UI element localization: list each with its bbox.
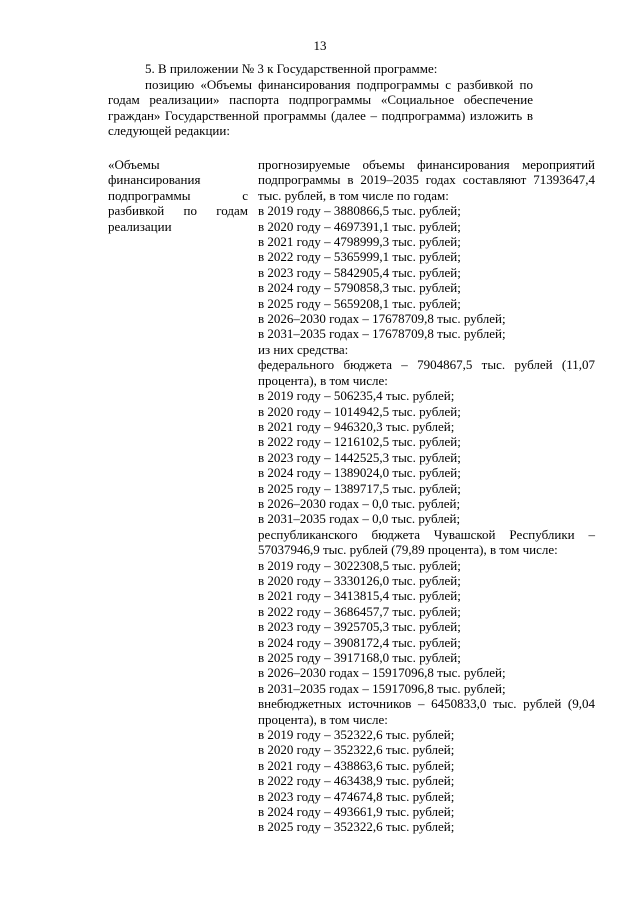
- federal-year-line: в 2023 году – 1442525,3 тыс. рублей;: [258, 449, 461, 465]
- total-year-line: в 2025 году – 5659208,1 тыс. рублей;: [258, 295, 461, 311]
- republic-year-line: в 2024 году – 3908172,4 тыс. рублей;: [258, 634, 461, 650]
- funding-summary: прогнозируемые объемы финансирования мероприятий подпрограммы в 2019–2035 годах составляют 71393647,4 тыс. рублей, в том числе по годам:: [258, 157, 595, 203]
- federal-header: федерального бюджета – 7904867,5 тыс. рублей (11,07 процента), в том числе:: [258, 357, 595, 388]
- offbudget-year-line: в 2024 году – 493661,9 тыс. рублей;: [258, 804, 455, 820]
- total-year-line: в 2020 году – 4697391,1 тыс. рублей;: [258, 218, 461, 234]
- offbudget-header: внебюджетных источников – 6450833,0 тыс. рублей (9,04 процента), в том числе:: [258, 696, 595, 727]
- position-label: «Объемы финансирования подпрограммы с разбивкой по годам реализации: [108, 157, 248, 234]
- total-years-list: [258, 203, 595, 342]
- republic-year-line: в 2020 году – 3330126,0 тыс. рублей;: [258, 572, 461, 588]
- federal-year-line: в 2019 году – 506235,4 тыс. рублей;: [258, 388, 455, 404]
- federal-years-list: [258, 388, 595, 527]
- republic-header: республиканского бюджета Чувашской Республики – 57037946,9 тыс. рублей (79,89 процента), в том числе:: [258, 526, 595, 558]
- offbudget-year-line: в 2021 году – 438863,6 тыс. рублей;: [258, 757, 455, 773]
- federal-year-line: в 2021 году – 946320,3 тыс. рублей;: [258, 418, 455, 434]
- republic-year-line: в 2023 году – 3925705,3 тыс. рублей;: [258, 619, 461, 635]
- total-year-line: в 2022 году – 5365999,1 тыс. рублей;: [258, 249, 461, 265]
- total-year-line: в 2031–2035 годах – 17678709,8 тыс. рублей;: [258, 326, 506, 342]
- federal-year-line: в 2022 году – 1216102,5 тыс. рублей;: [258, 434, 461, 450]
- federal-year-line: в 2031–2035 годах – 0,0 тыс. рублей;: [258, 511, 461, 527]
- republic-year-line: в 2026–2030 годах – 15917096,8 тыс. рублей;: [258, 665, 506, 681]
- total-year-line: в 2021 году – 4798999,3 тыс. рублей;: [258, 234, 461, 250]
- offbudget-year-line: в 2020 году – 352322,6 тыс. рублей;: [258, 742, 455, 758]
- federal-year-line: в 2025 году – 1389717,5 тыс. рублей;: [258, 480, 461, 496]
- intro-item: 5. В приложении № 3 к Государственной программе:: [145, 61, 438, 76]
- republic-year-line: в 2022 году – 3686457,7 тыс. рублей;: [258, 603, 461, 619]
- republic-year-line: в 2019 году – 3022308,5 тыс. рублей;: [258, 557, 461, 573]
- total-year-line: в 2024 году – 5790858,3 тыс. рублей;: [258, 280, 461, 296]
- total-year-line: в 2026–2030 годах – 17678709,8 тыс. рублей;: [258, 311, 506, 327]
- offbudget-year-line: в 2025 году – 352322,6 тыс. рублей;: [258, 819, 455, 835]
- funding-details: [258, 157, 595, 835]
- federal-year-line: в 2024 году – 1389024,0 тыс. рублей;: [258, 465, 461, 481]
- offbudget-year-line: в 2019 году – 352322,6 тыс. рублей;: [258, 727, 455, 743]
- federal-year-line: в 2026–2030 годах – 0,0 тыс. рублей;: [258, 495, 461, 511]
- republic-year-line: в 2021 году – 3413815,4 тыс. рублей;: [258, 588, 461, 604]
- intro-paragraph: позицию «Объемы финансирования подпрограммы с разбивкой по годам реализации» паспорта подпрограммы «Социальное обеспечение граждан» Государственной программы (далее – подпрограмма) изложить в следующей редакции:: [108, 76, 533, 139]
- total-year-line: в 2019 году – 3880866,5 тыс. рублей;: [258, 203, 461, 219]
- republic-year-line: в 2031–2035 годах – 15917096,8 тыс. рублей;: [258, 680, 506, 696]
- total-year-line: в 2023 году – 5842905,4 тыс. рублей;: [258, 264, 461, 280]
- republic-years-list: [258, 558, 595, 697]
- sources-header: из них средства:: [258, 341, 349, 357]
- republic-year-line: в 2025 году – 3917168,0 тыс. рублей;: [258, 650, 461, 665]
- offbudget-years-list: [258, 727, 595, 835]
- page-number: 13: [313, 38, 327, 53]
- intro-section: [108, 61, 533, 139]
- federal-year-line: в 2020 году – 1014942,5 тыс. рублей;: [258, 403, 461, 419]
- offbudget-year-line: в 2022 году – 463438,9 тыс. рублей;: [258, 773, 455, 789]
- offbudget-year-line: в 2023 году – 474674,8 тыс. рублей;: [258, 788, 455, 804]
